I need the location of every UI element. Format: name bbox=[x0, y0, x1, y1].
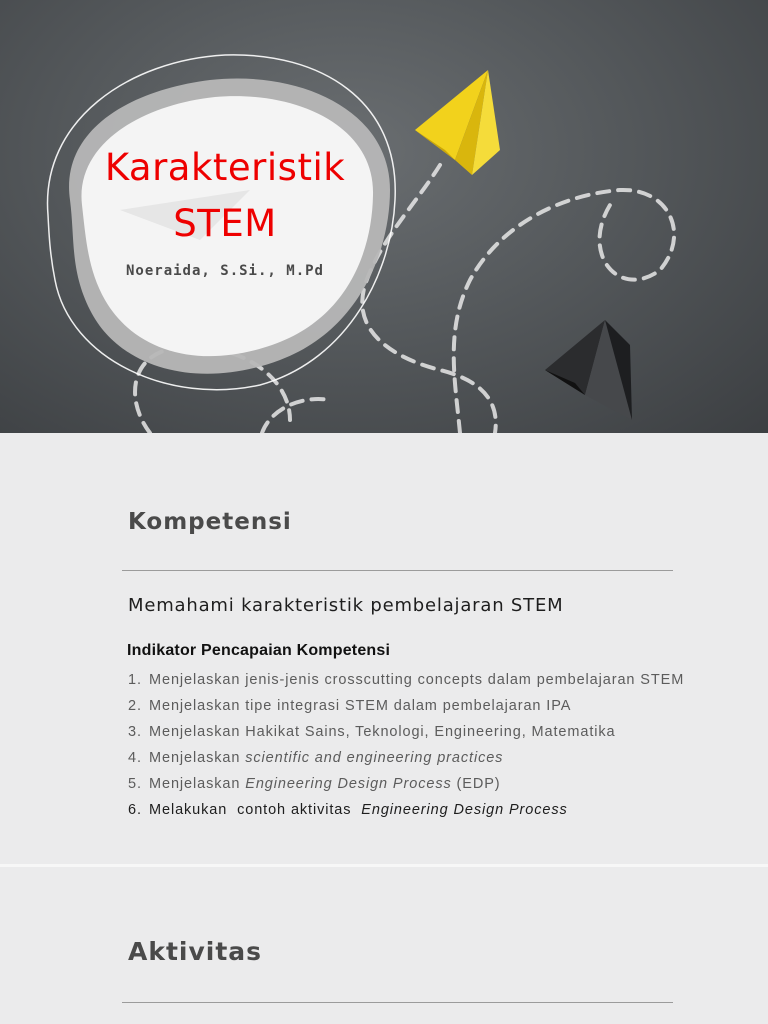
list-item: 2. Menjelaskan tipe integrasi STEM dalam pembelajaran IPA bbox=[128, 698, 572, 714]
section-heading: Kompetensi bbox=[128, 509, 292, 535]
author-name: Noeraida, S.Si., M.Pd bbox=[125, 263, 324, 279]
indicator-heading: Indikator Pencapaian Kompetensi bbox=[127, 642, 391, 659]
list-item: 3. Menjelaskan Hakikat Sains, Teknologi, Engineering, Matematika bbox=[128, 724, 616, 740]
list-item: 1. Menjelaskan jenis-jenis crosscutting concepts dalam pembelajaran STEM bbox=[128, 672, 685, 688]
activity-slide bbox=[0, 867, 768, 1024]
section-heading: Aktivitas bbox=[128, 937, 263, 966]
competence-slide bbox=[0, 433, 768, 864]
yellow-paper-plane-icon bbox=[415, 70, 500, 175]
title-slide bbox=[0, 0, 768, 433]
list-item: 6. Melakukan contoh aktivitas Engineering Design Process bbox=[128, 802, 568, 818]
black-paper-plane-icon bbox=[545, 320, 632, 420]
heading-divider bbox=[122, 1002, 673, 1003]
title-line-1: Karakteristik bbox=[104, 146, 346, 189]
indicator-list bbox=[128, 670, 684, 826]
competence-statement: Memahami karakteristik pembelajaran STEM bbox=[128, 595, 564, 616]
presentation-title bbox=[60, 140, 390, 252]
heading-divider bbox=[122, 570, 673, 571]
title-line-2: STEM bbox=[173, 202, 277, 245]
list-item: 4. Menjelaskan scientific and engineering practices bbox=[128, 750, 504, 766]
list-item: 5. Menjelaskan Engineering Design Process (EDP) bbox=[128, 776, 501, 792]
